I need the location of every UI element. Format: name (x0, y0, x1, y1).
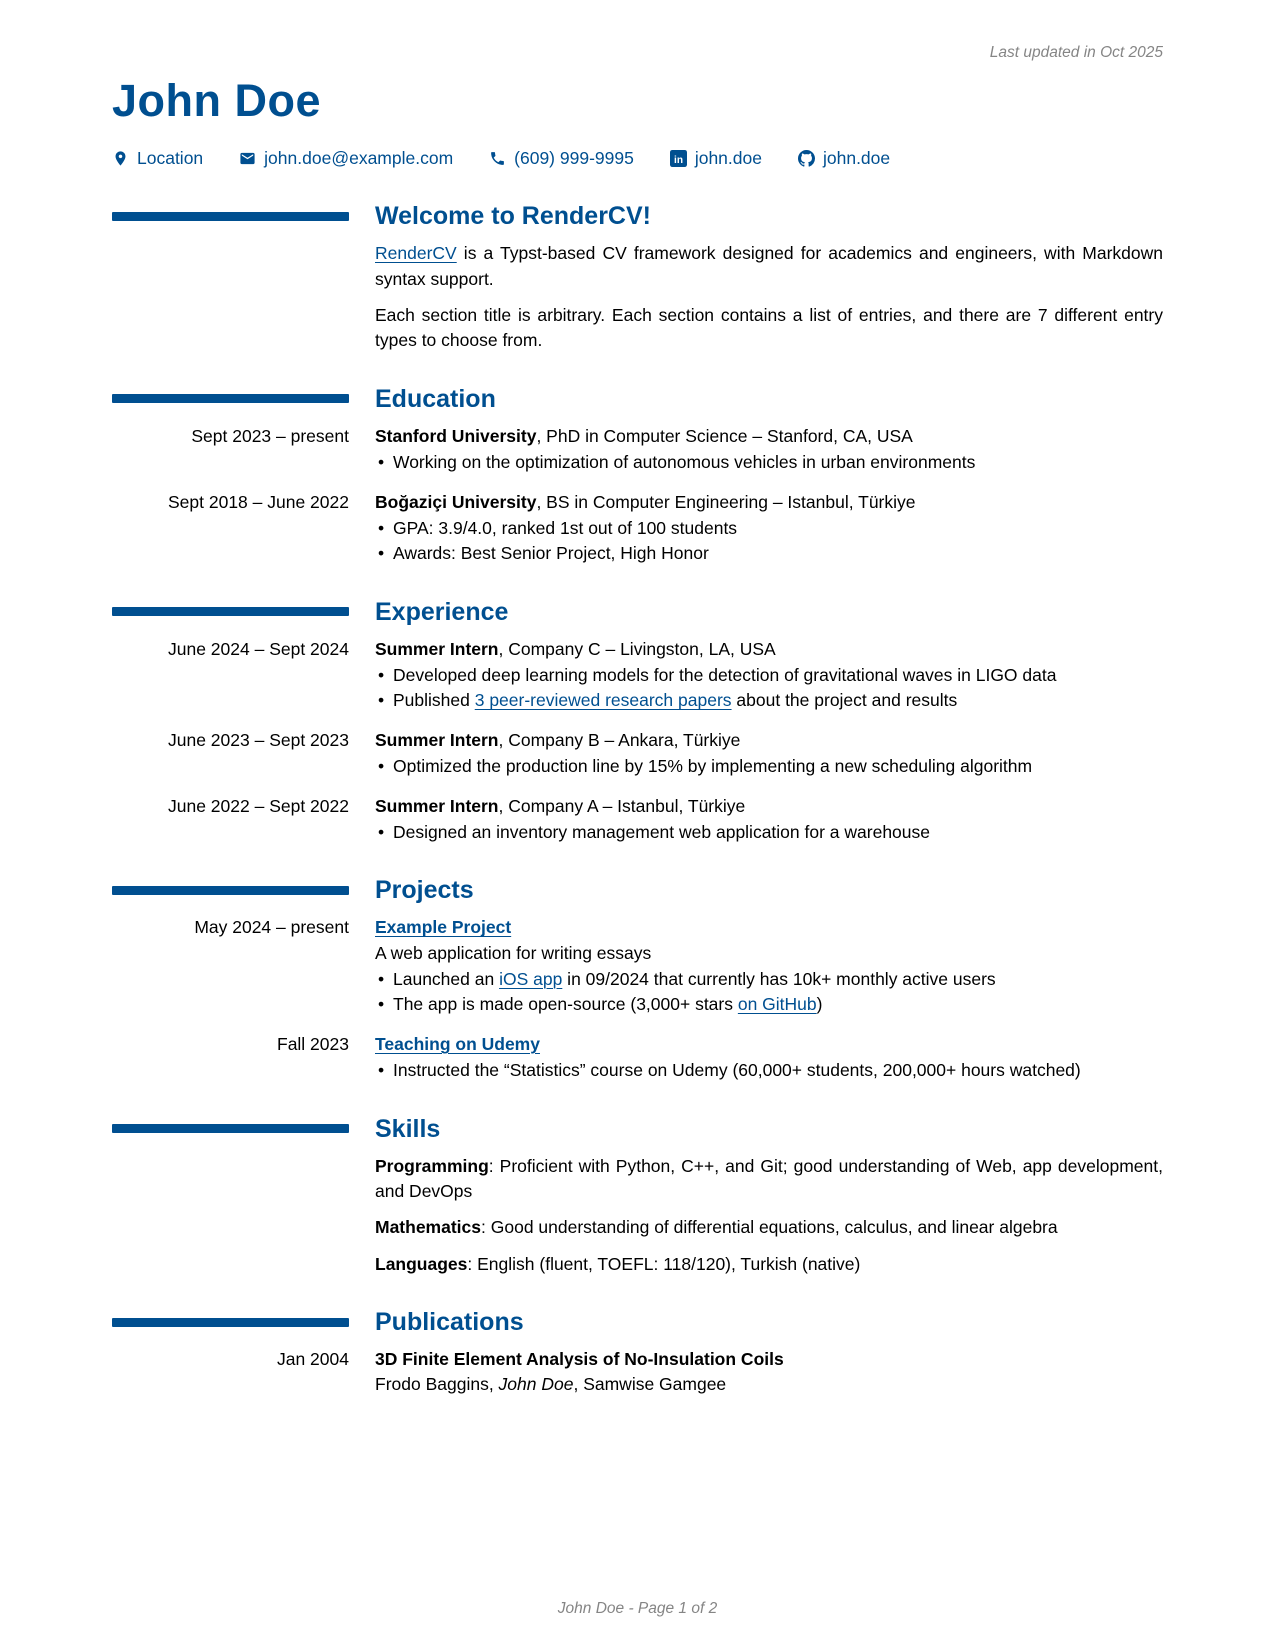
projects-section-title: Projects (375, 876, 474, 905)
entry-content (375, 915, 1163, 1018)
project-entry (112, 1032, 1163, 1084)
entry-bullets (375, 516, 1163, 567)
experience-section-header (112, 597, 1163, 627)
education-entry (112, 490, 1163, 567)
entry-title (375, 915, 1163, 940)
welcome-section-body (375, 241, 1163, 354)
bullet-text: Launched an (393, 969, 500, 990)
entry-title (375, 637, 1163, 662)
contact-github-label: john.doe (822, 147, 891, 168)
welcome-paragraph-1-text: is a Typst-based CV framework designed for academics and engineers, with Markdown syntax support. (375, 243, 1163, 289)
svg-text:in: in (673, 155, 683, 167)
bullet-item: • Designed an inventory management web application for a warehouse (375, 820, 1163, 845)
github-icon (798, 150, 815, 167)
entry-date: Fall 2023 (277, 1033, 349, 1054)
entry-bullets (375, 754, 1163, 779)
entry-date: June 2022 – Sept 2022 (168, 795, 349, 816)
author-name-highlighted: John Doe (498, 1374, 574, 1395)
entry-content (375, 424, 1163, 476)
contact-phone[interactable] (489, 146, 634, 171)
welcome-section-header (112, 201, 1163, 231)
last-updated-note: Last updated in Oct 2025 (989, 44, 1163, 61)
entry-date: June 2024 – Sept 2024 (168, 638, 349, 659)
contact-linkedin-label: john.doe (694, 147, 762, 168)
bullet-item: • Developed deep learning models for the detection of gravitational waves in LIGO data (375, 663, 1163, 688)
bullet-item: • Optimized the production line by 15% by implementing a new scheduling algorithm (375, 754, 1163, 779)
bullet-item (375, 688, 1163, 713)
bullet-item (375, 967, 1163, 992)
bullet-text: ) (816, 994, 823, 1015)
section-bar (112, 1318, 349, 1327)
entry-content (375, 637, 1163, 714)
bullet-text: The app is made open-source (3,000+ stars (393, 994, 738, 1015)
experience-section-title: Experience (375, 597, 509, 626)
entry-bullets (375, 450, 1163, 475)
welcome-paragraph-2: Each section title is arbitrary. Each section contains a list of entries, and there are 7 different entry types to choose from. (375, 305, 1163, 351)
project-link[interactable]: Teaching on Udemy (375, 1033, 540, 1054)
entry-content (375, 1347, 1163, 1398)
project-subtitle: A web application for writing essays (375, 942, 652, 963)
project-entry (112, 915, 1163, 1018)
experience-entry (112, 794, 1163, 846)
bullet-item: • Awards: Best Senior Project, High Honor (375, 541, 1163, 566)
publications-section-header (112, 1307, 1163, 1337)
entry-date: June 2023 – Sept 2023 (168, 729, 349, 750)
skill-item (375, 1154, 1163, 1205)
skill-item (375, 1252, 1163, 1277)
contact-github[interactable] (798, 146, 890, 171)
bullet-text: in 09/2024 that currently has 10k+ monthly active users (562, 969, 996, 990)
section-projects (112, 875, 1163, 1083)
contact-email-label: john.doe@example.com (264, 147, 454, 168)
entry-title (375, 424, 1163, 449)
role-name: Summer Intern (375, 638, 499, 659)
section-bar (112, 212, 349, 221)
section-publications (112, 1307, 1163, 1398)
person-name: John Doe (112, 75, 322, 127)
author-name: , Samwise Gamgee (573, 1374, 727, 1395)
entry-content (375, 794, 1163, 846)
section-experience (112, 597, 1163, 846)
contact-location-label: Location (137, 147, 204, 168)
publication-authors (375, 1372, 1163, 1397)
contact-linkedin[interactable] (670, 146, 762, 171)
skill-text: : English (fluent, TOEFL: 118/120), Turkish (native) (467, 1253, 861, 1274)
ios-app-link[interactable]: iOS app (499, 969, 563, 990)
publications-section-title: Publications (375, 1308, 524, 1337)
projects-section-header (112, 875, 1163, 905)
degree-details: , PhD in Computer Science – Stanford, CA, USA (536, 425, 913, 446)
section-skills (112, 1114, 1163, 1278)
experience-entry (112, 637, 1163, 714)
bullet-item: • GPA: 3.9/4.0, ranked 1st out of 100 students (375, 516, 1163, 541)
author-name: Frodo Baggins, (375, 1374, 499, 1395)
contact-row (112, 146, 1163, 171)
entry-title (375, 728, 1163, 753)
bullet-item: • Instructed the “Statistics” course on Udemy (60,000+ students, 200,000+ hours watched) (375, 1058, 1163, 1083)
entry-title (375, 794, 1163, 819)
skill-text: : Proficient with Python, C++, and Git; good understanding of Web, app development, and DevOps (375, 1155, 1163, 1201)
entry-bullets (375, 663, 1163, 714)
welcome-section-title: Welcome to RenderCV! (375, 202, 651, 231)
entry-date: Sept 2018 – June 2022 (168, 491, 349, 512)
skills-section-body (375, 1154, 1163, 1278)
skill-text: : Good understanding of differential equations, calculus, and linear algebra (481, 1217, 1058, 1238)
role-name: Summer Intern (375, 729, 499, 750)
linkedin-icon (670, 150, 687, 167)
publication-title: 3D Finite Element Analysis of No-Insulation Coils (375, 1349, 784, 1370)
institution-name: Boğaziçi University (375, 491, 537, 512)
bullet-item: • Working on the optimization of autonomous vehicles in urban environments (375, 450, 1163, 475)
skills-section-header (112, 1114, 1163, 1144)
project-link[interactable]: Example Project (375, 917, 512, 938)
degree-details: , BS in Computer Engineering – Istanbul, Türkiye (536, 491, 916, 512)
contact-location (112, 146, 203, 171)
company-details: , Company C – Livingston, LA, USA (498, 638, 776, 659)
education-section-title: Education (375, 384, 496, 413)
bullet-text: Published (393, 690, 475, 711)
skill-label: Mathematics (375, 1217, 482, 1238)
entry-title (375, 490, 1163, 515)
entry-title (375, 1032, 1163, 1057)
section-bar (112, 1124, 349, 1133)
entry-content (375, 728, 1163, 780)
entry-date: Jan 2004 (276, 1349, 349, 1370)
research-papers-link[interactable]: 3 peer-reviewed research papers (474, 690, 732, 711)
publication-entry (112, 1347, 1163, 1398)
entry-bullets (375, 967, 1163, 1018)
section-bar (112, 607, 349, 616)
company-details: , Company B – Ankara, Türkiye (498, 729, 741, 750)
skill-label: Programming (375, 1155, 489, 1176)
contact-email[interactable] (239, 146, 453, 171)
bullet-item (375, 992, 1163, 1017)
envelope-icon (239, 150, 256, 167)
institution-name: Stanford University (375, 425, 537, 446)
education-section-header (112, 384, 1163, 414)
bullet-text: about the project and results (731, 690, 958, 711)
entry-bullets (375, 1058, 1163, 1083)
welcome-paragraph-1 (375, 241, 1163, 292)
experience-entry (112, 728, 1163, 780)
entry-bullets (375, 820, 1163, 845)
location-pin-icon (112, 150, 129, 167)
entry-date: May 2024 – present (194, 917, 349, 938)
role-name: Summer Intern (375, 795, 499, 816)
skills-section-title: Skills (375, 1114, 441, 1143)
page-footer: John Doe - Page 1 of 2 (557, 1599, 718, 1617)
section-education (112, 384, 1163, 567)
section-bar (112, 886, 349, 895)
entry-date: Sept 2023 – present (191, 425, 349, 446)
contact-linkedin-label-text: (609) 999-9995 (514, 147, 634, 168)
section-bar (112, 394, 349, 403)
skill-label: Languages (375, 1253, 468, 1274)
company-details: , Company A – Istanbul, Türkiye (498, 795, 746, 816)
entry-content (375, 1032, 1163, 1084)
skill-item (375, 1215, 1163, 1240)
rendercv-link[interactable]: RenderCV (375, 243, 457, 264)
section-welcome (112, 201, 1163, 354)
entry-content (375, 490, 1163, 567)
phone-icon (489, 150, 506, 167)
github-stars-link[interactable]: on GitHub (737, 994, 817, 1015)
education-entry (112, 424, 1163, 476)
